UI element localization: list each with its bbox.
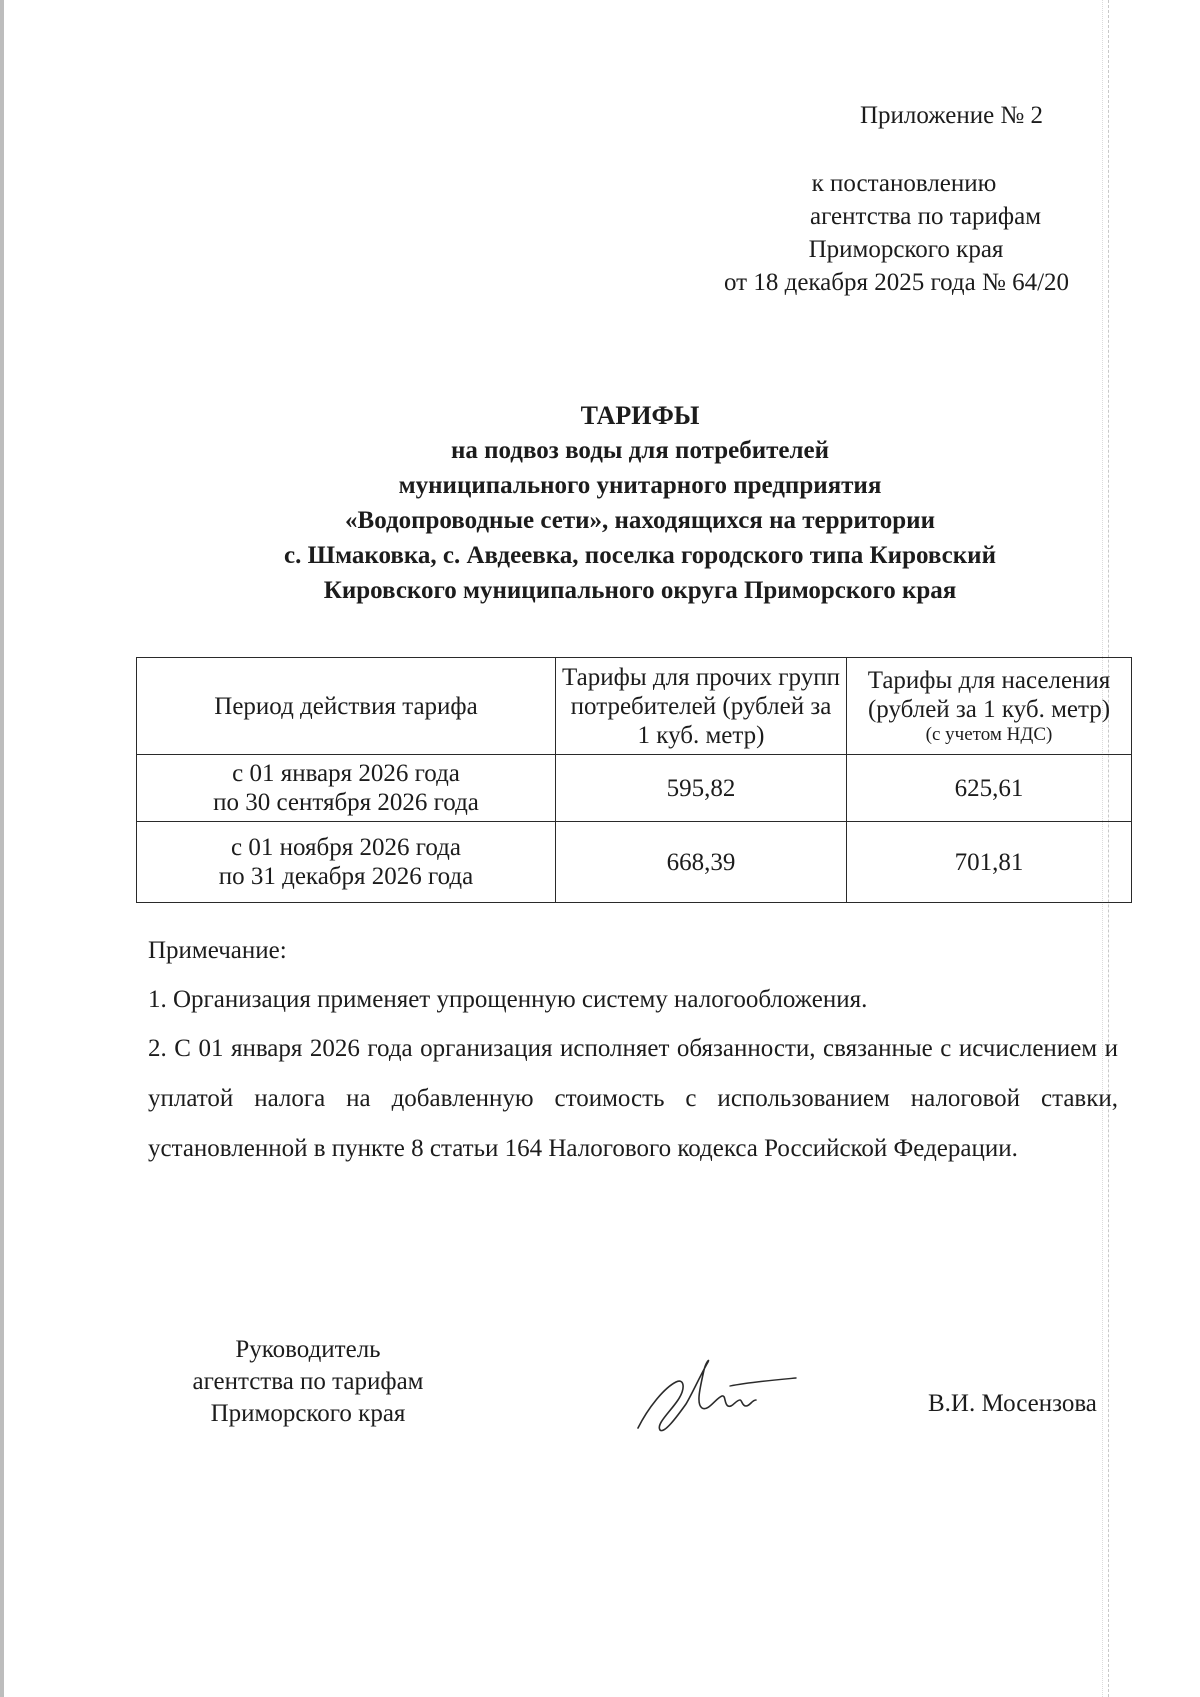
approval-line-1: к постановлению bbox=[811, 170, 997, 197]
cell-period bbox=[137, 755, 556, 822]
cell-population: 701,81 bbox=[847, 822, 1132, 903]
title-line-1: на подвоз воды для потребителей bbox=[450, 437, 830, 464]
signer-name: В.И. Мосензова bbox=[928, 1390, 1097, 1417]
title-line-3: «Водопроводные сети», находящихся на территории bbox=[345, 507, 935, 534]
cell-population: 625,61 bbox=[847, 755, 1132, 822]
title-line-2: муниципального унитарного предприятия bbox=[398, 472, 882, 499]
title-line-5: Кировского муниципального округа Приморского края bbox=[323, 577, 957, 604]
tariff-table bbox=[136, 657, 1132, 903]
approval-line-2: агентства по тарифам bbox=[810, 203, 1042, 230]
signer-line-3: Приморского края bbox=[210, 1400, 406, 1427]
cell-period bbox=[137, 822, 556, 903]
header-population bbox=[847, 658, 1132, 755]
period-to: по 31 декабря 2026 года bbox=[218, 863, 474, 890]
table-row bbox=[137, 755, 1132, 822]
title-line-4: с. Шмаковка, с. Авдеевка, поселка городского типа Кировский bbox=[284, 542, 996, 569]
header-population-note: (с учетом НДС) bbox=[925, 724, 1053, 745]
header-other: Тарифы для прочих групп потребителей (рублей за 1 куб. метр) bbox=[556, 658, 847, 755]
note-item-2: 2. С 01 января 2026 года организация исполняет обязанности, связанные с исчислением и уплатой налога на добавленную стоимость с использованием налоговой ставки, установленной в пункте 8 статьи 164 Налогового кодекса Российской Федерации. bbox=[148, 1035, 1118, 1162]
period-from: с 01 ноября 2026 года bbox=[231, 834, 461, 861]
cell-other: 595,82 bbox=[556, 755, 847, 822]
period-from: с 01 января 2026 года bbox=[232, 760, 460, 787]
title-main: ТАРИФЫ bbox=[580, 401, 700, 430]
notes-section bbox=[148, 936, 1118, 1174]
approval-line-3: Приморского края bbox=[808, 236, 1004, 263]
cell-other: 668,39 bbox=[556, 822, 847, 903]
scan-edge bbox=[0, 0, 4, 1697]
note-item-1: 1. Организация применяет упрощенную систему налогообложения. bbox=[148, 986, 868, 1013]
header-population-label: Тарифы для населения (рублей за 1 куб. метр) bbox=[867, 667, 1111, 723]
approval-block bbox=[700, 167, 1100, 299]
period-to: по 30 сентября 2026 года bbox=[213, 789, 479, 816]
handwritten-signature bbox=[630, 1348, 800, 1438]
signer-line-1: Руководитель bbox=[235, 1336, 381, 1363]
table-header-row bbox=[137, 658, 1132, 755]
document-title bbox=[160, 398, 1120, 608]
notes-heading: Примечание: bbox=[148, 937, 287, 964]
signer-line-2: агентства по тарифам bbox=[192, 1368, 424, 1395]
header-period: Период действия тарифа bbox=[137, 658, 556, 755]
table-row bbox=[137, 822, 1132, 903]
approval-line-4: от 18 декабря 2025 года № 64/20 bbox=[724, 269, 1070, 296]
appendix-label: Приложение № 2 bbox=[860, 102, 1044, 129]
signer-title-block bbox=[168, 1334, 448, 1430]
